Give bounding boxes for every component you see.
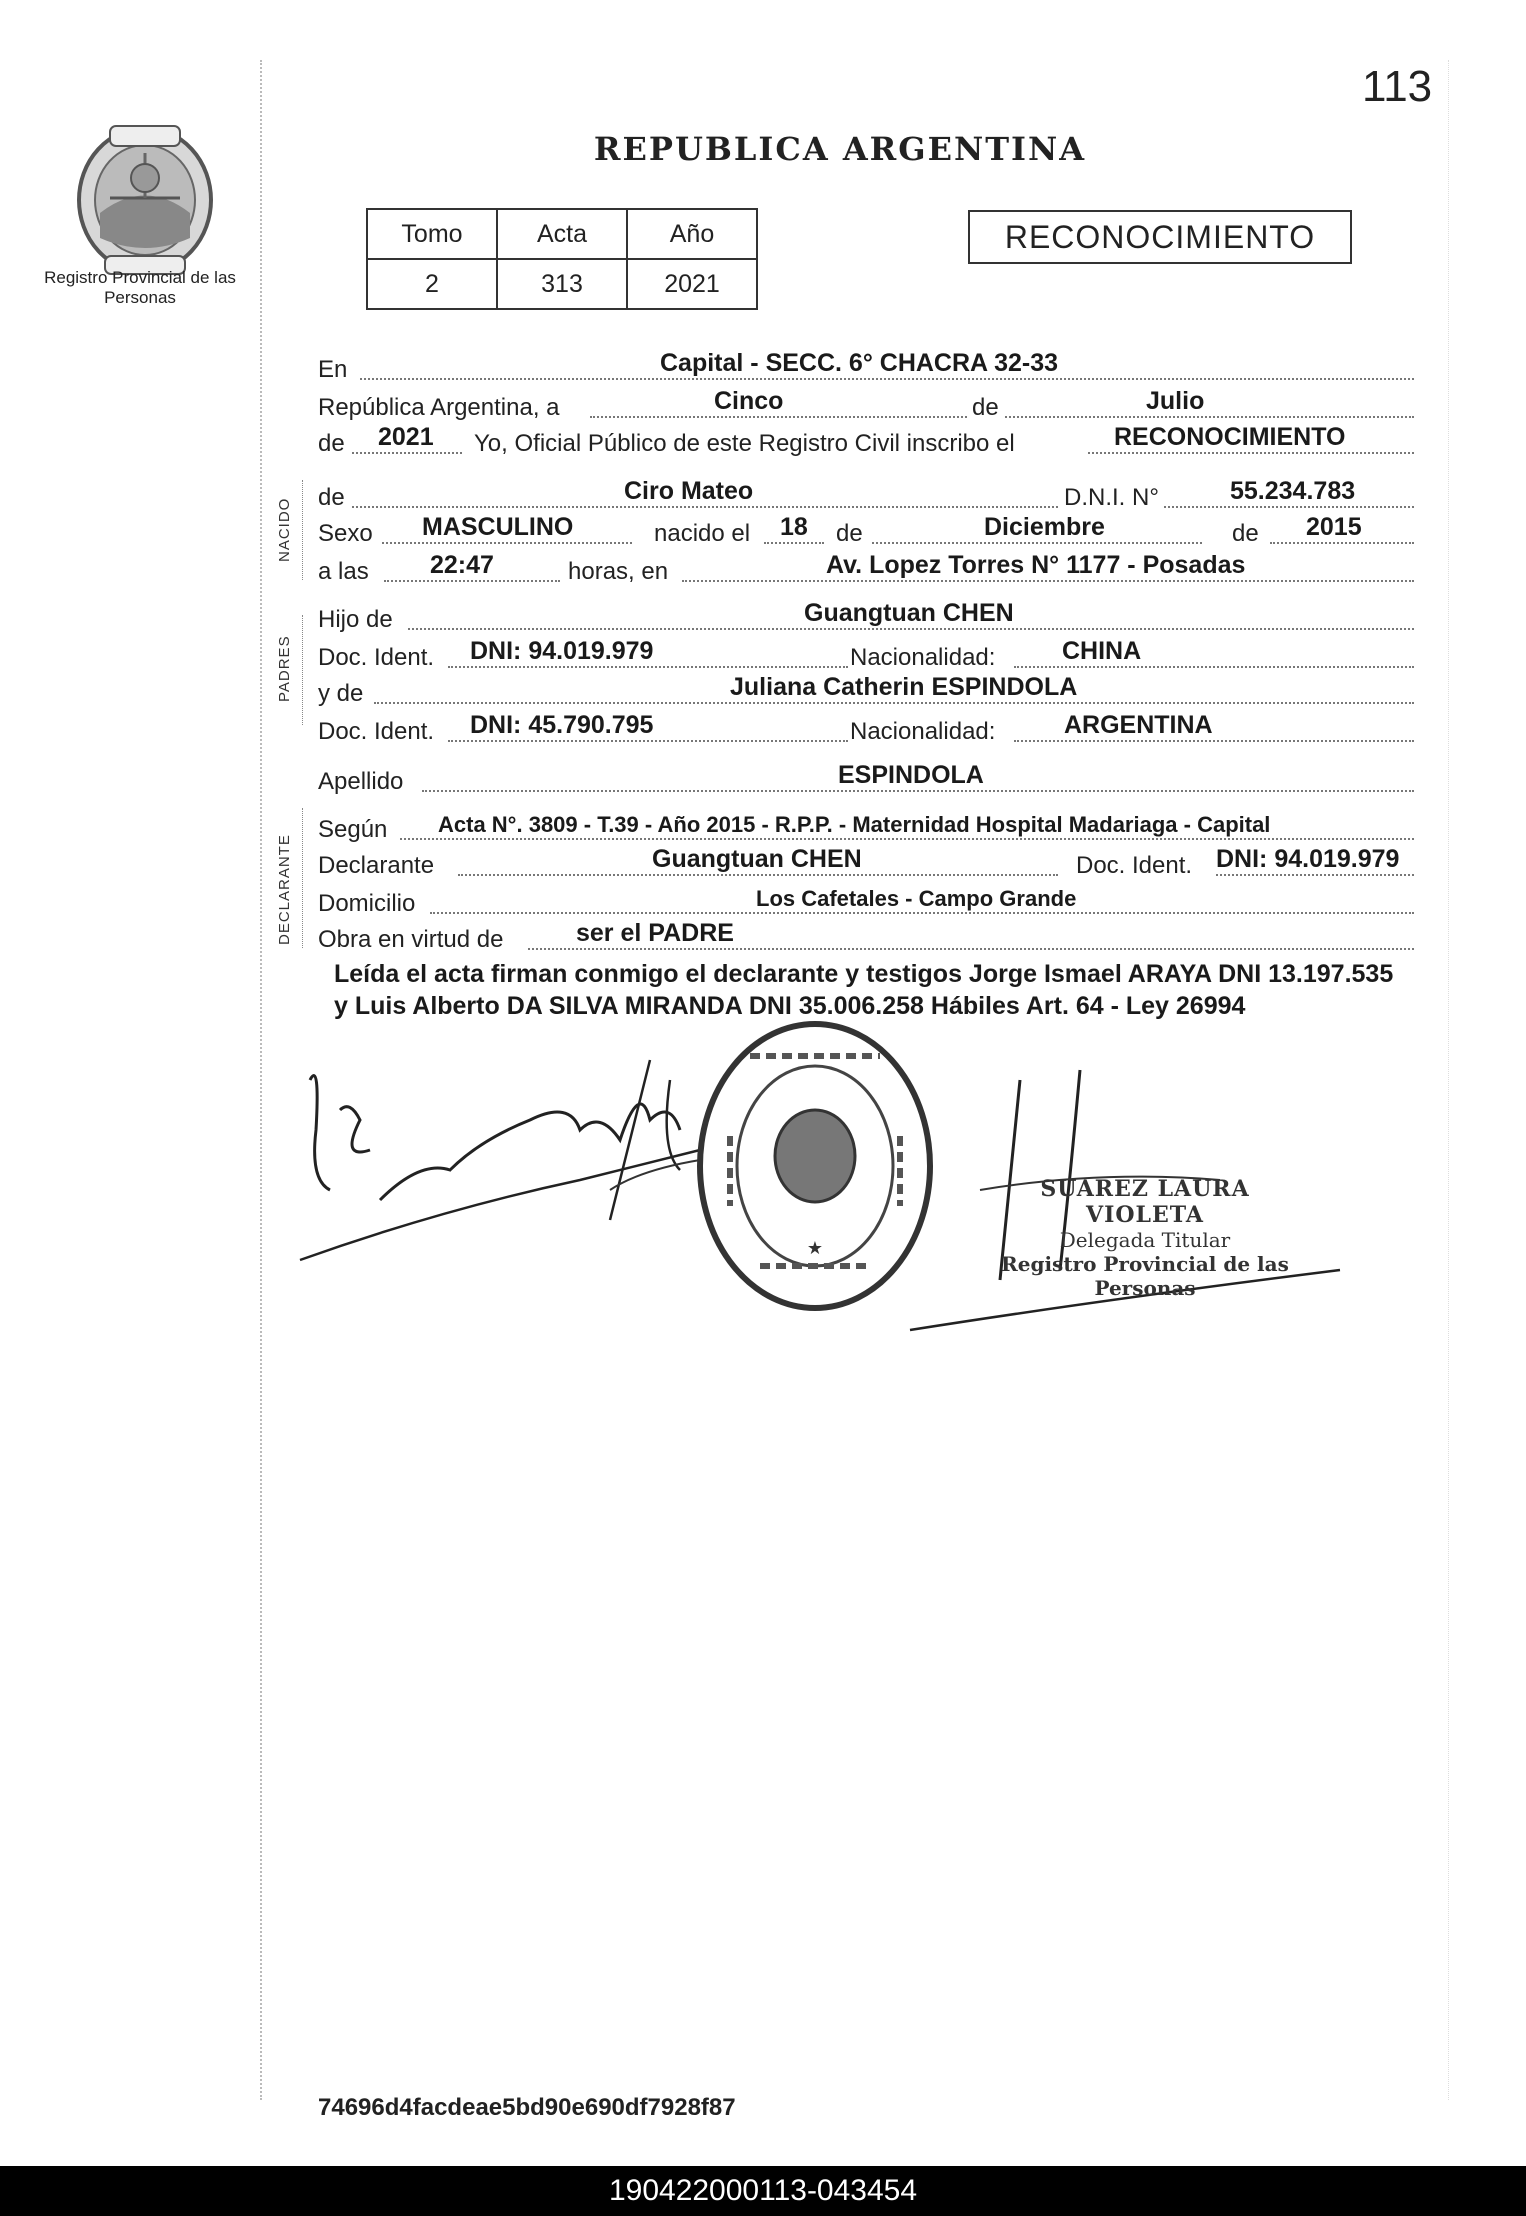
dotted-line xyxy=(352,506,1414,508)
footer-id-bar: 190422000113-043454 xyxy=(0,2166,1526,2216)
value-decl-doc: DNI: 94.019.979 xyxy=(1216,845,1400,873)
label-nacido: nacido el xyxy=(654,520,751,547)
value-madre-nac: ARGENTINA xyxy=(1064,711,1213,739)
signatory-name: SUAREZ LAURA VIOLETA xyxy=(1040,1176,1250,1228)
label-apellido: Apellido xyxy=(318,768,404,795)
dotted-line xyxy=(448,666,848,668)
dotted-line xyxy=(458,874,1058,876)
label-hijo: Hijo de xyxy=(318,606,393,633)
value-segun: Acta N°. 3809 - T.39 - Año 2015 - R.P.P. - Maternidad Hospital Madariaga - Capital xyxy=(438,812,1271,837)
label-decl-doc: Doc. Ident. xyxy=(1076,852,1193,879)
right-margin-line xyxy=(1448,60,1449,2100)
side-label-nacido: NACIDO xyxy=(276,497,293,562)
row-apellido xyxy=(318,762,1414,798)
value-acta: 313 xyxy=(497,259,627,309)
dotted-line xyxy=(1270,542,1414,544)
row-republica xyxy=(318,388,1414,424)
record-table xyxy=(366,208,758,310)
document-title: REPUBLICA ARGENTINA xyxy=(593,130,1087,168)
dotted-line xyxy=(422,790,1414,792)
value-sexo: MASCULINO xyxy=(422,513,574,541)
value-tomo: 2 xyxy=(367,259,497,309)
svg-text:★: ★ xyxy=(806,1238,824,1259)
label-en: En xyxy=(318,356,348,383)
label-yde: y de xyxy=(318,680,364,707)
side-label-padres: PADRES xyxy=(276,635,293,702)
label-de4: de xyxy=(836,520,863,547)
label-doc: Doc. Ident. xyxy=(318,644,435,671)
label-de2: de xyxy=(318,430,345,457)
value-anio: 2021 xyxy=(627,259,757,309)
side-label-declarante: DECLARANTE xyxy=(276,834,293,945)
row-declarante xyxy=(318,846,1414,882)
dotted-line xyxy=(382,542,632,544)
row-domicilio xyxy=(318,884,1414,920)
row-padre-doc xyxy=(318,638,1414,674)
declarante-divider xyxy=(302,808,303,948)
label-de5: de xyxy=(1232,520,1259,547)
label-dni: D.N.I. N° xyxy=(1060,484,1163,512)
dotted-line xyxy=(384,580,560,582)
value-hora: 22:47 xyxy=(430,551,494,579)
value-nac-dia: 18 xyxy=(780,513,808,541)
document-hash: 74696d4facdeae5bd90e690df7928f87 xyxy=(318,2094,736,2121)
value-obra: ser el PADRE xyxy=(576,919,734,947)
dotted-line xyxy=(360,378,1414,380)
value-declarante: Guangtuan CHEN xyxy=(652,845,862,873)
dotted-line xyxy=(528,948,1414,950)
value-domicilio: Los Cafetales - Campo Grande xyxy=(756,886,1077,911)
value-dia: Cinco xyxy=(714,387,784,415)
signatory-title: Delegada Titular xyxy=(1059,1228,1231,1252)
signatory-block xyxy=(980,1176,1310,1300)
value-dni: 55.234.783 xyxy=(1230,477,1356,505)
dotted-line xyxy=(1014,740,1414,742)
label-segun: Según xyxy=(318,816,388,843)
label-nacionalidad: Nacionalidad: xyxy=(850,644,996,671)
dotted-line xyxy=(448,740,848,742)
value-lugar: Av. Lopez Torres N° 1177 - Posadas xyxy=(826,551,1246,579)
row-en xyxy=(318,350,1414,386)
value-madre: Juliana Catherin ESPINDOLA xyxy=(730,673,1078,701)
padres-divider xyxy=(302,615,303,725)
value-anio: 2021 xyxy=(378,423,434,451)
dotted-line xyxy=(1014,666,1414,668)
label-domicilio: Domicilio xyxy=(318,890,416,917)
row-sexo xyxy=(318,514,1414,550)
label-alas: a las xyxy=(318,558,369,585)
value-en: Capital - SECC. 6° CHACRA 32-33 xyxy=(660,349,1059,377)
closing-note: Leída el acta firman conmigo el declarante y testigos Jorge Ismael ARAYA DNI 13.197.535 y Luis Alberto DA SILVA MIRANDA DNI 35.006.258 Hábiles Art. 64 - Ley 26994 xyxy=(334,960,1394,1020)
value-padre-doc: DNI: 94.019.979 xyxy=(470,637,654,665)
value-madre-doc: DNI: 45.790.795 xyxy=(470,711,654,739)
value-nombre: Ciro Mateo xyxy=(624,477,754,505)
label-doc: Doc. Ident. xyxy=(318,718,435,745)
row-madre-doc xyxy=(318,712,1414,748)
row-inscribo xyxy=(318,424,1414,460)
label-horas: horas, en xyxy=(568,558,669,585)
nacido-divider xyxy=(302,480,303,580)
dotted-line xyxy=(408,628,1414,630)
dotted-line xyxy=(374,702,1414,704)
label-yo: Yo, Oficial Público de este Registro Civil inscribo el xyxy=(474,430,1015,457)
value-nac-mes: Diciembre xyxy=(984,513,1105,541)
label-nacionalidad: Nacionalidad: xyxy=(850,718,996,745)
value-apellido: ESPINDOLA xyxy=(838,761,984,789)
signatory-org: Registro Provincial de las Personas xyxy=(1001,1252,1289,1300)
value-padre-nac: CHINA xyxy=(1062,637,1142,665)
header-acta: Acta xyxy=(497,209,627,259)
label-de: de xyxy=(968,394,1003,422)
dotted-line xyxy=(400,838,1414,840)
row-hora xyxy=(318,552,1414,588)
dotted-line xyxy=(764,542,824,544)
row-madre xyxy=(318,674,1414,710)
dotted-line xyxy=(682,580,1414,582)
header-anio: Año xyxy=(627,209,757,259)
value-mes: Julio xyxy=(1146,387,1205,415)
dotted-line xyxy=(1216,874,1414,876)
value-nac-anio: 2015 xyxy=(1306,513,1362,541)
dotted-line xyxy=(1088,452,1414,454)
value-padre: Guangtuan CHEN xyxy=(804,599,1014,627)
dotted-line xyxy=(872,542,1202,544)
row-nombre xyxy=(318,478,1414,514)
registry-name: Registro Provincial de las Personas xyxy=(44,268,236,307)
label-declarante: Declarante xyxy=(318,852,435,879)
label-obra: Obra en virtud de xyxy=(318,926,504,953)
page-number: 113 xyxy=(1362,62,1433,111)
row-segun xyxy=(318,810,1414,846)
dotted-line xyxy=(430,912,1414,914)
declarant-signature-icon xyxy=(280,1020,740,1320)
header-tomo: Tomo xyxy=(367,209,497,259)
dotted-line xyxy=(352,452,462,454)
value-inscribo: RECONOCIMIENTO xyxy=(1114,423,1346,451)
act-type-box: RECONOCIMIENTO xyxy=(968,210,1352,264)
row-padre xyxy=(318,600,1414,636)
label-republica: República Argentina, a xyxy=(318,394,560,421)
label-sexo: Sexo xyxy=(318,520,373,547)
row-obra xyxy=(318,920,1414,956)
left-margin-line xyxy=(260,60,262,2100)
label-de3: de xyxy=(318,484,345,511)
